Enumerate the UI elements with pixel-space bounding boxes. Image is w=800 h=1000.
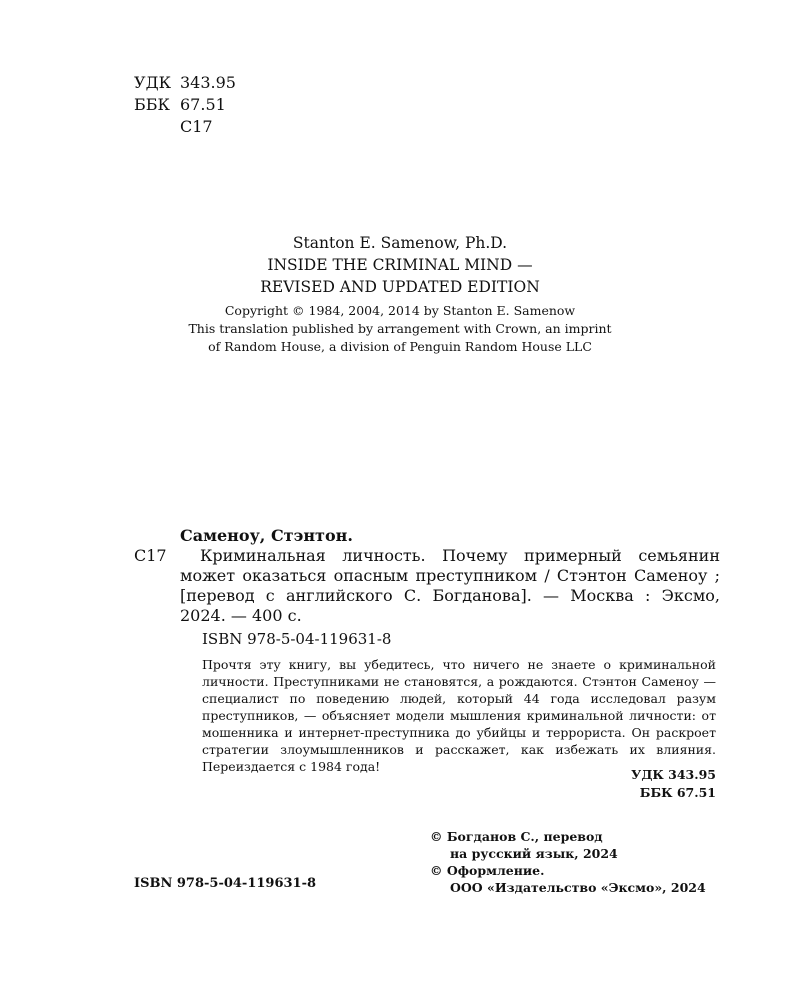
original-edition: REVISED AND UPDATED EDITION — [260, 278, 540, 296]
udk-value: 343.95 — [180, 73, 236, 92]
udk-label: УДК — [134, 73, 171, 92]
annotation-udk: УДК 343.95 — [631, 767, 716, 782]
catalog-isbn: ISBN 978-5-04-119631-8 — [202, 630, 392, 648]
bbk-label: ББК — [134, 95, 170, 114]
copyright-line: Copyright © 1984, 2004, 2014 by Stanton E. Samenow — [224, 303, 576, 318]
design-copyright: © Оформление. — [430, 863, 545, 878]
annotation-text: Прочтя эту книгу, вы убедитесь, что ничего не знаете о криминальной личности. Преступниками не становятся, а рождаются. Стэнтон Саменоу — специалист по поведению людей, который 44 года исследовал разум преступников, — объясняет модели мышления криминальной личности: от мошенника и интернет-преступника до убийцы и террориста. Он раскроет стратегии злоумышленников и расскажет, как избежать их влияния. Переиздается с 1984 года! — [202, 657, 716, 774]
translation-copyright: © Богданов С., перевод — [430, 829, 603, 844]
author-mark-value: С17 — [180, 117, 213, 136]
bottom-copyright — [430, 828, 706, 896]
classification-codes — [134, 72, 236, 138]
annotation — [202, 656, 716, 775]
translation-line: This translation published by arrangement with Crown, an imprint — [188, 321, 612, 336]
bottom-isbn: ISBN 978-5-04-119631-8 — [134, 876, 317, 891]
bbk-value: 67.51 — [180, 95, 226, 114]
original-author: Stanton E. Samenow, Ph.D. — [292, 234, 508, 252]
udk-row — [134, 72, 236, 94]
author-mark-label — [134, 116, 180, 138]
annotation-codes — [631, 766, 716, 802]
publisher-line: of Random House, a division of Penguin Random House LLC — [208, 339, 592, 354]
catalog-description — [180, 546, 720, 626]
catalog-description-text: Криминальная личность. Почему примерный семьянин может оказаться опасным преступником / Стэнтон Саменоу ; [перевод с английского С. Богданова]. — Москва : Эксмо, 2024. — 400 с. — [180, 546, 720, 625]
annotation-bbk: ББК 67.51 — [639, 785, 716, 800]
author-mark-row — [134, 116, 236, 138]
original-title: INSIDE THE CRIMINAL MIND — — [267, 256, 533, 274]
design-copyright-cont: ООО «Издательство «Эксмо», 2024 — [450, 880, 706, 895]
bbk-row — [134, 94, 236, 116]
original-edition-block — [0, 232, 800, 298]
catalog-code: С17 — [134, 546, 167, 565]
catalog-author: Саменоу, Стэнтон. — [180, 526, 353, 545]
copyright-notice — [0, 302, 800, 356]
translation-copyright-cont: на русский язык, 2024 — [450, 846, 618, 861]
